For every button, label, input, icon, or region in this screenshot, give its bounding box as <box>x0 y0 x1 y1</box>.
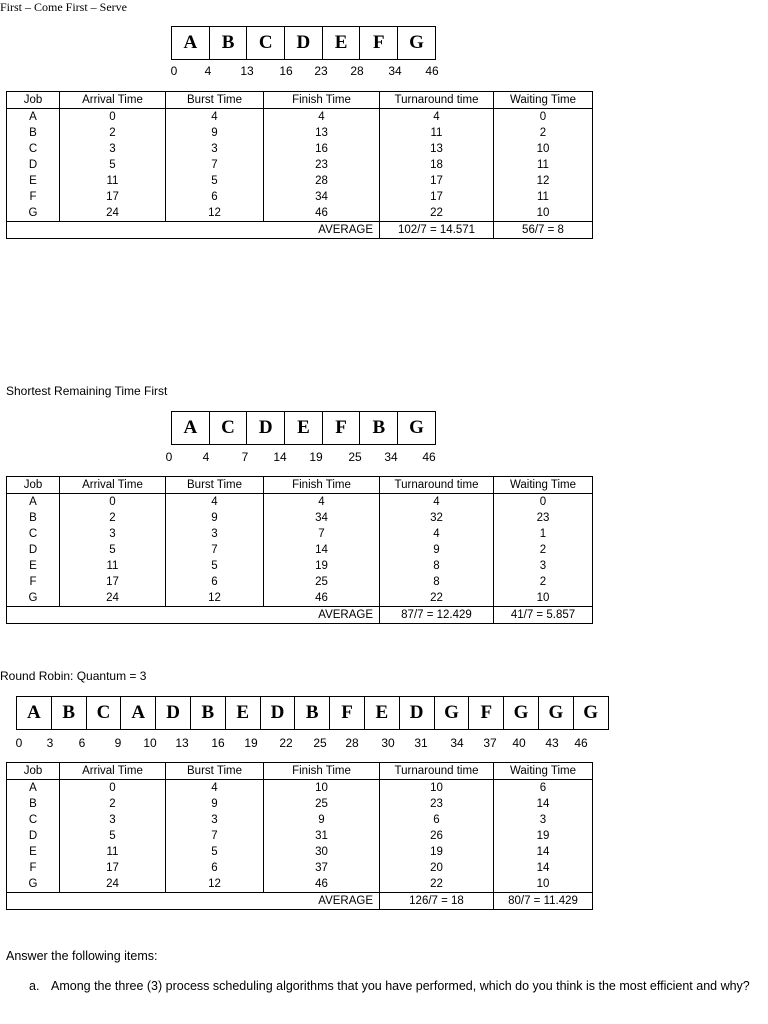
table-cell: 3 <box>166 812 264 828</box>
table-row <box>7 876 593 893</box>
table-row <box>7 542 593 558</box>
fcfs-title: First – Come First – Serve <box>0 0 128 14</box>
table-cell: 4 <box>166 109 264 126</box>
table-row <box>7 780 593 797</box>
table-row <box>7 844 593 860</box>
average-label: AVERAGE <box>264 222 380 239</box>
table-cell: 19 <box>494 828 593 844</box>
rr-job-table <box>6 762 593 910</box>
table-row <box>7 526 593 542</box>
average-row-spacer <box>7 607 264 624</box>
table-cell: 8 <box>380 558 494 574</box>
gantt-tick-label: 46 <box>425 64 439 78</box>
gantt-tick-label: 30 <box>381 736 395 750</box>
table-cell: 3 <box>60 812 166 828</box>
gantt-cell: D <box>260 697 295 730</box>
gantt-cell: B <box>295 697 330 730</box>
table-cell: 5 <box>60 157 166 173</box>
gantt-cell: B <box>209 27 247 60</box>
table-cell: 10 <box>494 876 593 893</box>
table-cell: 0 <box>60 780 166 797</box>
table-cell: 13 <box>380 141 494 157</box>
table-row <box>7 590 593 607</box>
gantt-tick-label: 25 <box>348 450 362 464</box>
rr-gantt-chart <box>16 696 609 730</box>
table-cell: 6 <box>380 812 494 828</box>
table-cell: 31 <box>264 828 380 844</box>
table-cell: 11 <box>60 558 166 574</box>
column-header: Finish Time <box>264 92 380 109</box>
table-cell: 14 <box>494 844 593 860</box>
table-cell: E <box>7 558 60 574</box>
gantt-cell: E <box>285 412 323 445</box>
table-cell: 2 <box>494 542 593 558</box>
table-cell: 2 <box>494 125 593 141</box>
table-cell: 4 <box>166 494 264 511</box>
table-cell: 24 <box>60 590 166 607</box>
column-header: Arrival Time <box>60 763 166 780</box>
gantt-tick-label: 0 <box>165 450 173 464</box>
table-cell: B <box>7 796 60 812</box>
table-cell: 6 <box>166 189 264 205</box>
table-cell: 17 <box>60 189 166 205</box>
table-cell: 11 <box>494 189 593 205</box>
table-cell: 5 <box>60 828 166 844</box>
table-cell: 24 <box>60 876 166 893</box>
column-header: Job <box>7 477 60 494</box>
table-row <box>7 510 593 526</box>
gantt-tick-label: 23 <box>314 64 328 78</box>
table-cell: 7 <box>264 526 380 542</box>
table-cell: 26 <box>380 828 494 844</box>
table-row <box>7 796 593 812</box>
table-row <box>7 141 593 157</box>
gantt-tick-label: 0 <box>15 736 23 750</box>
table-cell: 3 <box>60 526 166 542</box>
table-cell: 9 <box>380 542 494 558</box>
table-cell: 23 <box>380 796 494 812</box>
table-cell: 6 <box>494 780 593 797</box>
table-cell: 17 <box>60 574 166 590</box>
table-cell: G <box>7 205 60 222</box>
gantt-tick-label: 34 <box>384 450 398 464</box>
gantt-tick-label: 9 <box>114 736 122 750</box>
gantt-tick-label: 43 <box>545 736 559 750</box>
table-cell: 0 <box>494 109 593 126</box>
table-cell: 10 <box>494 205 593 222</box>
table-cell: 37 <box>264 860 380 876</box>
average-row-spacer <box>7 893 264 910</box>
table-cell: C <box>7 141 60 157</box>
gantt-tick-label: 7 <box>241 450 249 464</box>
average-turnaround: 126/7 = 18 <box>380 893 494 910</box>
gantt-tick-label: 40 <box>512 736 526 750</box>
table-cell: F <box>7 574 60 590</box>
table-cell: F <box>7 860 60 876</box>
table-cell: 3 <box>494 812 593 828</box>
table-cell: 10 <box>380 780 494 797</box>
table-cell: 14 <box>494 796 593 812</box>
table-cell: 3 <box>166 526 264 542</box>
table-cell: 2 <box>494 574 593 590</box>
gantt-tick-label: 10 <box>143 736 157 750</box>
gantt-cell: G <box>398 27 436 60</box>
gantt-cell: C <box>209 412 247 445</box>
gantt-tick-label: 28 <box>345 736 359 750</box>
table-cell: 10 <box>264 780 380 797</box>
gantt-tick-label: 46 <box>422 450 436 464</box>
table-cell: 4 <box>380 526 494 542</box>
table-cell: 24 <box>60 205 166 222</box>
column-header: Waiting Time <box>494 477 593 494</box>
table-cell: G <box>7 876 60 893</box>
table-cell: 34 <box>264 189 380 205</box>
table-row <box>7 828 593 844</box>
table-cell: 12 <box>166 205 264 222</box>
gantt-cell: D <box>247 412 285 445</box>
table-cell: 5 <box>166 844 264 860</box>
table-cell: 16 <box>264 141 380 157</box>
table-cell: C <box>7 526 60 542</box>
table-cell: 4 <box>380 109 494 126</box>
table-cell: 2 <box>60 125 166 141</box>
table-cell: 0 <box>60 494 166 511</box>
average-row-spacer <box>7 222 264 239</box>
column-header: Turnaround time <box>380 92 494 109</box>
table-cell: 9 <box>166 125 264 141</box>
table-cell: 8 <box>380 574 494 590</box>
table-cell: 5 <box>166 173 264 189</box>
table-cell: 2 <box>60 796 166 812</box>
column-header: Burst Time <box>166 477 264 494</box>
table-cell: 30 <box>264 844 380 860</box>
gantt-cell: D <box>156 697 191 730</box>
table-cell: F <box>7 189 60 205</box>
table-row <box>7 205 593 222</box>
table-cell: 17 <box>380 189 494 205</box>
table-row <box>7 157 593 173</box>
table-cell: 7 <box>166 157 264 173</box>
gantt-cell: F <box>469 697 504 730</box>
table-row <box>7 574 593 590</box>
table-cell: 17 <box>60 860 166 876</box>
table-row <box>7 558 593 574</box>
table-row <box>7 494 593 511</box>
table-cell: 6 <box>166 574 264 590</box>
gantt-tick-label: 22 <box>279 736 293 750</box>
table-cell: 9 <box>166 796 264 812</box>
column-header: Burst Time <box>166 763 264 780</box>
table-cell: 18 <box>380 157 494 173</box>
gantt-cell: E <box>225 697 260 730</box>
gantt-cell: C <box>247 27 285 60</box>
table-row <box>7 189 593 205</box>
table-row <box>7 109 593 126</box>
table-cell: 14 <box>494 860 593 876</box>
gantt-tick-label: 16 <box>279 64 293 78</box>
table-cell: 19 <box>264 558 380 574</box>
gantt-tick-label: 4 <box>202 450 210 464</box>
table-cell: 4 <box>264 109 380 126</box>
table-cell: 4 <box>166 780 264 797</box>
table-cell: 11 <box>60 844 166 860</box>
gantt-cell: F <box>330 697 365 730</box>
gantt-tick-label: 34 <box>388 64 402 78</box>
table-cell: 12 <box>166 876 264 893</box>
gantt-tick-label: 16 <box>211 736 225 750</box>
gantt-tick-label: 4 <box>204 64 212 78</box>
table-cell: 23 <box>264 157 380 173</box>
column-header: Waiting Time <box>494 763 593 780</box>
question-a-text: Among the three (3) process scheduling algorithms that you have performed, which do you think is the most efficient and why? <box>51 979 750 993</box>
srtf-gantt-chart <box>171 411 436 445</box>
gantt-tick-label: 13 <box>240 64 254 78</box>
table-cell: 10 <box>494 141 593 157</box>
table-cell: 46 <box>264 590 380 607</box>
question-a-marker: a. <box>29 979 40 993</box>
table-cell: E <box>7 173 60 189</box>
gantt-cell: G <box>398 412 436 445</box>
average-waiting: 56/7 = 8 <box>494 222 593 239</box>
table-row <box>7 860 593 876</box>
average-label: AVERAGE <box>264 893 380 910</box>
table-cell: 14 <box>264 542 380 558</box>
table-cell: 4 <box>380 494 494 511</box>
gantt-cell: G <box>434 697 469 730</box>
table-cell: 22 <box>380 205 494 222</box>
column-header: Burst Time <box>166 92 264 109</box>
table-cell: 2 <box>60 510 166 526</box>
table-cell: 20 <box>380 860 494 876</box>
gantt-cell: A <box>172 27 210 60</box>
table-cell: D <box>7 542 60 558</box>
gantt-cell: A <box>172 412 210 445</box>
column-header: Finish Time <box>264 477 380 494</box>
table-cell: 4 <box>264 494 380 511</box>
column-header: Arrival Time <box>60 477 166 494</box>
column-header: Finish Time <box>264 763 380 780</box>
gantt-tick-label: 25 <box>313 736 327 750</box>
table-cell: 17 <box>380 173 494 189</box>
table-cell: C <box>7 812 60 828</box>
table-cell: 11 <box>380 125 494 141</box>
gantt-cell: F <box>360 27 398 60</box>
column-header: Job <box>7 763 60 780</box>
table-cell: 3 <box>494 558 593 574</box>
table-cell: 22 <box>380 876 494 893</box>
table-cell: B <box>7 510 60 526</box>
gantt-tick-label: 34 <box>450 736 464 750</box>
table-cell: 5 <box>60 542 166 558</box>
table-cell: E <box>7 844 60 860</box>
table-row <box>7 812 593 828</box>
table-cell: 12 <box>166 590 264 607</box>
gantt-tick-label: 0 <box>170 64 178 78</box>
table-cell: 32 <box>380 510 494 526</box>
gantt-cell: D <box>285 27 323 60</box>
column-header: Turnaround time <box>380 477 494 494</box>
column-header: Turnaround time <box>380 763 494 780</box>
table-cell: 9 <box>264 812 380 828</box>
gantt-tick-label: 37 <box>483 736 497 750</box>
table-cell: 6 <box>166 860 264 876</box>
table-cell: 5 <box>166 558 264 574</box>
table-cell: 22 <box>380 590 494 607</box>
table-cell: A <box>7 780 60 797</box>
gantt-cell: B <box>51 697 86 730</box>
gantt-tick-label: 19 <box>309 450 323 464</box>
gantt-cell: D <box>399 697 434 730</box>
table-cell: A <box>7 109 60 126</box>
table-cell: G <box>7 590 60 607</box>
gantt-cell: C <box>86 697 121 730</box>
column-header: Arrival Time <box>60 92 166 109</box>
gantt-cell: B <box>360 412 398 445</box>
average-waiting: 41/7 = 5.857 <box>494 607 593 624</box>
gantt-cell: B <box>190 697 225 730</box>
gantt-cell: A <box>17 697 52 730</box>
table-cell: 7 <box>166 542 264 558</box>
gantt-tick-label: 31 <box>414 736 428 750</box>
srtf-title: Shortest Remaining Time First <box>6 384 168 398</box>
table-cell: 9 <box>166 510 264 526</box>
gantt-tick-label: 3 <box>46 736 54 750</box>
table-cell: D <box>7 157 60 173</box>
column-header: Waiting Time <box>494 92 593 109</box>
table-cell: D <box>7 828 60 844</box>
table-cell: 3 <box>60 141 166 157</box>
table-cell: 3 <box>166 141 264 157</box>
table-cell: 1 <box>494 526 593 542</box>
average-waiting: 80/7 = 11.429 <box>494 893 593 910</box>
average-label: AVERAGE <box>264 607 380 624</box>
table-cell: 28 <box>264 173 380 189</box>
gantt-tick-label: 19 <box>244 736 258 750</box>
gantt-cell: E <box>322 27 360 60</box>
gantt-tick-label: 14 <box>273 450 287 464</box>
gantt-cell: G <box>538 697 573 730</box>
average-turnaround: 102/7 = 14.571 <box>380 222 494 239</box>
rr-title: Round Robin: Quantum = 3 <box>0 669 147 683</box>
table-cell: 23 <box>494 510 593 526</box>
table-cell: 11 <box>494 157 593 173</box>
table-cell: 7 <box>166 828 264 844</box>
table-cell: 25 <box>264 574 380 590</box>
table-cell: 0 <box>60 109 166 126</box>
table-cell: 46 <box>264 205 380 222</box>
table-cell: 12 <box>494 173 593 189</box>
table-cell: 13 <box>264 125 380 141</box>
srtf-job-table <box>6 476 593 624</box>
table-cell: 19 <box>380 844 494 860</box>
gantt-cell: G <box>504 697 539 730</box>
gantt-cell: F <box>322 412 360 445</box>
table-row <box>7 173 593 189</box>
fcfs-gantt-chart <box>171 26 436 60</box>
table-cell: 11 <box>60 173 166 189</box>
table-row <box>7 125 593 141</box>
gantt-cell: G <box>573 697 608 730</box>
fcfs-job-table <box>6 91 593 239</box>
gantt-cell: A <box>121 697 156 730</box>
average-turnaround: 87/7 = 12.429 <box>380 607 494 624</box>
gantt-tick-label: 28 <box>350 64 364 78</box>
gantt-tick-label: 13 <box>175 736 189 750</box>
table-cell: 0 <box>494 494 593 511</box>
gantt-cell: E <box>364 697 399 730</box>
gantt-tick-label: 46 <box>574 736 588 750</box>
table-cell: 46 <box>264 876 380 893</box>
table-cell: B <box>7 125 60 141</box>
questions-heading: Answer the following items: <box>6 949 158 963</box>
gantt-tick-label: 6 <box>78 736 86 750</box>
table-cell: A <box>7 494 60 511</box>
table-cell: 34 <box>264 510 380 526</box>
table-cell: 10 <box>494 590 593 607</box>
table-cell: 25 <box>264 796 380 812</box>
column-header: Job <box>7 92 60 109</box>
